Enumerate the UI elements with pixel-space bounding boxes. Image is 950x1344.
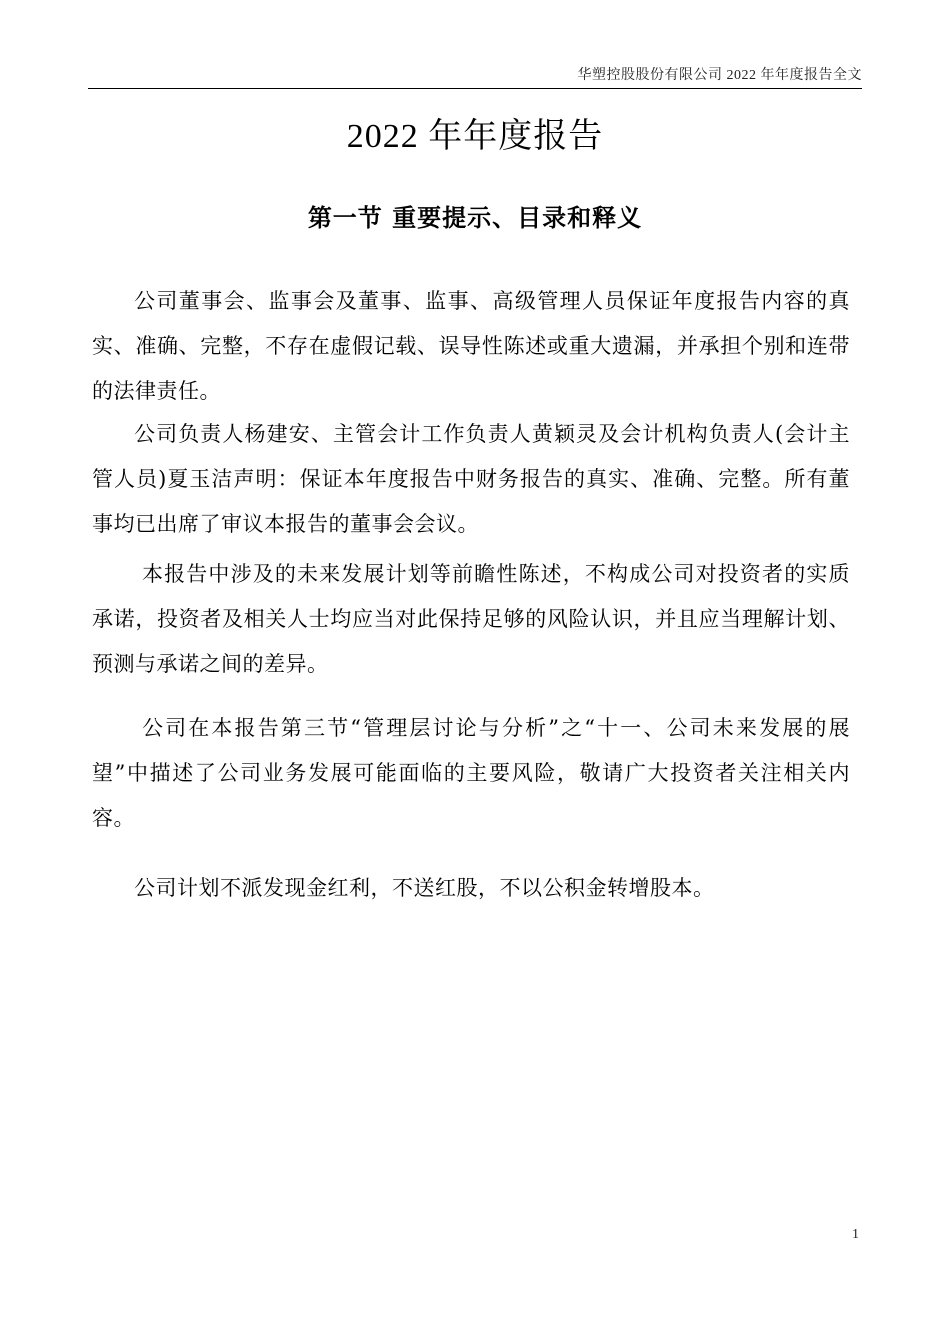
paragraph-risk-notice: 公司在本报告第三节“管理层讨论与分析”之“十一、公司未来发展的展望”中描述了公司业务发展可能面临的主要风险，敬请广大投资者关注相关内容。: [92, 716, 850, 830]
paragraph-board-guarantee: 公司董事会、监事会及董事、监事、高级管理人员保证年度报告内容的真实、准确、完整，不存在虚假记载、误导性陈述或重大遗漏，并承担个别和连带的法律责任。: [92, 289, 850, 403]
page-number: 1: [852, 1227, 859, 1242]
paragraph-dividend-plan: 公司计划不派发现金红利，不送红股，不以公积金转增股本。: [134, 876, 715, 900]
document-title: 2022 年年度报告: [346, 118, 604, 155]
paragraph-responsible-persons: 公司负责人杨建安、主管会计工作负责人黄颖灵及会计机构负责人(会计主管人员)夏玉洁声明：保证本年度报告中财务报告的真实、准确、完整。所有董事均已出席了审议本报告的董事会会议。: [92, 422, 850, 536]
header-divider: [88, 88, 862, 89]
paragraph-forward-looking: 本报告中涉及的未来发展计划等前瞻性陈述，不构成公司对投资者的实质承诺，投资者及相关人士均应当对此保持足够的风险认识，并且应当理解计划、预测与承诺之间的差异。: [92, 562, 850, 676]
running-header: 华塑控股股份有限公司 2022 年年度报告全文: [577, 68, 862, 83]
section-title: 第一节 重要提示、目录和释义: [307, 203, 643, 232]
